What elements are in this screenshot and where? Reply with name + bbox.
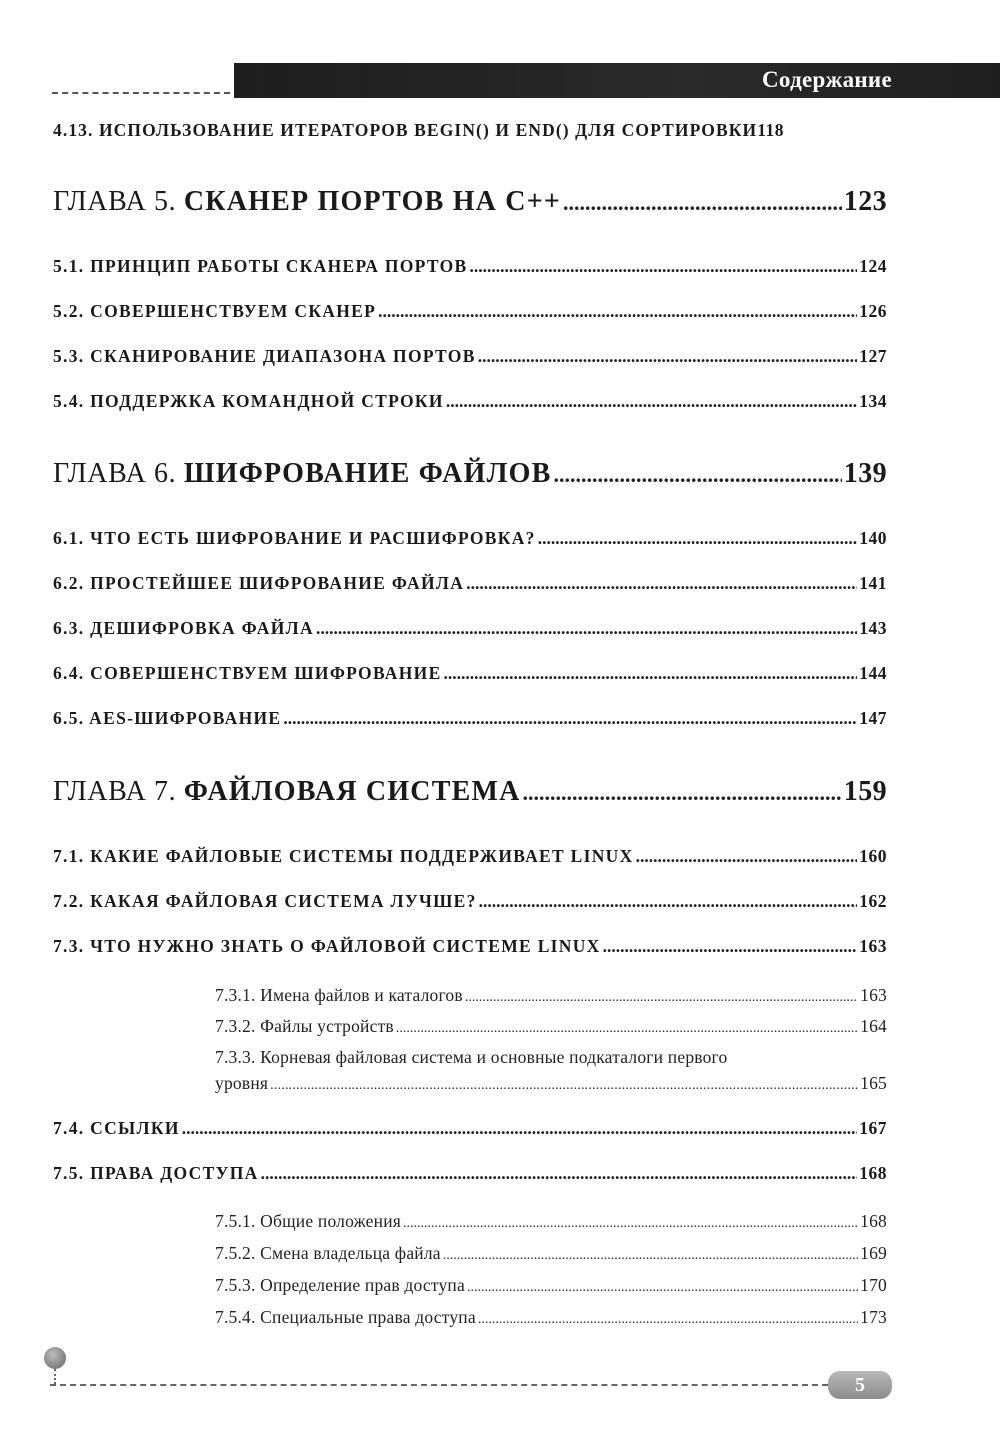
toc-entry-page: 170: [860, 1275, 887, 1295]
toc-subentry-7-5-1[interactable]: [215, 1211, 887, 1232]
toc-chapter-page: 123: [843, 186, 887, 217]
toc-subentry-7-5-2[interactable]: [215, 1243, 887, 1264]
dot-leader: [283, 708, 857, 729]
footer-ornament-line: [54, 1369, 56, 1384]
toc-entry-page: 140: [859, 528, 887, 548]
header-title: Содержание: [762, 67, 892, 92]
dot-leader: [316, 618, 857, 639]
dot-leader: [465, 990, 858, 1006]
header-divider: [52, 92, 230, 94]
toc-entry-label: 7.3. ЧТО НУЖНО ЗНАТЬ О ФАЙЛОВОЙ СИСТЕМЕ LINUX: [53, 936, 601, 956]
dot-leader: [443, 1248, 858, 1264]
toc-subentry-7-3-1[interactable]: [215, 985, 887, 1006]
toc-entry-7-2[interactable]: [53, 891, 887, 912]
dot-leader: [270, 1078, 858, 1094]
chapter-title: ФАЙЛОВАЯ СИСТЕМА: [183, 776, 521, 807]
dot-leader: [261, 1163, 858, 1184]
toc-entry-label: 7.5.2. Смена владельца файла: [215, 1243, 441, 1263]
toc-subentry-7-5-3[interactable]: [215, 1275, 887, 1296]
chapter-prefix: ГЛАВА 6.: [53, 458, 184, 489]
toc-entry-page: 167: [859, 1118, 887, 1138]
toc-entry-7-5[interactable]: [53, 1163, 887, 1184]
toc-entry-4-13[interactable]: [53, 120, 887, 141]
toc-entry-page: 164: [860, 1016, 887, 1036]
toc-chapter-6[interactable]: [53, 458, 887, 490]
dot-leader: [467, 1280, 858, 1296]
toc-entry-page: 141: [859, 573, 887, 593]
toc-entry-7-1[interactable]: [53, 846, 887, 867]
toc-entry-label: 7.3.1. Имена файлов и каталогов: [215, 985, 463, 1005]
toc-entry-page: 143: [859, 618, 887, 638]
toc-entry-6-4[interactable]: [53, 663, 887, 684]
dot-leader: [182, 1118, 858, 1139]
dot-leader: [396, 1021, 858, 1037]
page-number-badge: 5: [828, 1371, 892, 1399]
dot-leader: [479, 891, 858, 912]
toc-entry-page: 127: [859, 346, 887, 366]
toc-entry-label: 7.3.2. Файлы устройств: [215, 1016, 394, 1036]
toc-chapter-page: 159: [843, 776, 887, 807]
dot-leader: [554, 462, 842, 488]
chapter-title: СКАНЕР ПОРТОВ НА С++: [183, 186, 562, 217]
toc-entry-page: 147: [859, 708, 887, 728]
toc-entry-page: 173: [860, 1307, 887, 1327]
toc-entry-5-4[interactable]: [53, 391, 887, 412]
toc-entry-label: 5.3. СКАНИРОВАНИЕ ДИАПАЗОНА ПОРТОВ: [53, 346, 476, 366]
toc-entry-6-3[interactable]: [53, 618, 887, 639]
toc-entry-label-line1: 7.3.3. Корневая файловая система и основные подкаталоги первого: [215, 1047, 728, 1067]
toc-entry-page: 134: [859, 391, 887, 411]
toc-entry-label: 6.4. СОВЕРШЕНСТВУЕМ ШИФРОВАНИЕ: [53, 663, 442, 683]
toc-entry-label: 5.2. СОВЕРШЕНСТВУЕМ СКАНЕР: [53, 301, 377, 321]
dot-leader: [603, 936, 858, 957]
toc-entry-page: 163: [860, 985, 887, 1005]
toc-entry-label: 6.2. ПРОСТЕЙШЕЕ ШИФРОВАНИЕ ФАЙЛА: [53, 573, 465, 593]
toc-entry-page: 160: [859, 846, 887, 866]
toc-subentry-7-5-4[interactable]: [215, 1307, 887, 1328]
toc-entry-5-2[interactable]: [53, 301, 887, 322]
footer-circle-ornament: [44, 1347, 66, 1369]
toc-entry-6-2[interactable]: [53, 573, 887, 594]
toc-subentry-7-3-3[interactable]: [215, 1047, 887, 1094]
dot-leader: [523, 780, 842, 806]
dot-leader: [446, 391, 857, 412]
dot-leader: [378, 301, 857, 322]
toc-entry-label: 7.5.3. Определение прав доступа: [215, 1275, 465, 1295]
toc-entry-label: 7.4. ССЫЛКИ: [53, 1118, 180, 1138]
toc-entry-label: 7.5. ПРАВА ДОСТУПА: [53, 1163, 259, 1183]
toc-subentry-7-3-2[interactable]: [215, 1016, 887, 1037]
chapter-prefix: ГЛАВА 5.: [53, 186, 184, 217]
toc-entry-page: 126: [859, 301, 887, 321]
toc-entry-6-5[interactable]: [53, 708, 887, 729]
toc-entry-page: 163: [859, 936, 887, 956]
toc-entry-label: 5.1. ПРИНЦИП РАБОТЫ СКАНЕРА ПОРТОВ: [53, 256, 468, 276]
toc-entry-page: 168: [859, 1163, 887, 1183]
toc-entry-page: 118: [757, 120, 785, 140]
dot-leader: [478, 1312, 858, 1328]
toc-entry-label: 6.3. ДЕШИФРОВКА ФАЙЛА: [53, 618, 314, 638]
dot-leader: [444, 663, 858, 684]
toc-entry-label: 6.5. AES-ШИФРОВАНИЕ: [53, 708, 282, 728]
toc-chapter-label: [53, 776, 521, 808]
toc-entry-label: 5.4. ПОДДЕРЖКА КОМАНДНОЙ СТРОКИ: [53, 391, 444, 411]
toc-entry-label: 7.5.1. Общие положения: [215, 1211, 402, 1231]
toc-entry-page: 169: [860, 1243, 887, 1263]
toc-entry-page: 162: [859, 891, 887, 911]
toc-entry-label: 4.13. ИСПОЛЬЗОВАНИЕ ИТЕРАТОРОВ BEGIN() И END() ДЛЯ СОРТИРОВКИ: [53, 120, 758, 140]
toc-entry-page: 124: [859, 256, 887, 276]
chapter-prefix: ГЛАВА 7.: [53, 776, 184, 807]
toc-entry-page: 168: [860, 1211, 887, 1231]
toc-chapter-label: [53, 458, 552, 490]
dot-leader: [538, 528, 858, 549]
toc-entry-page: 165: [860, 1073, 887, 1093]
footer-divider: [50, 1384, 828, 1386]
toc-entry-label: 7.1. КАКИЕ ФАЙЛОВЫЕ СИСТЕМЫ ПОДДЕРЖИВАЕТ LINUX: [53, 846, 634, 866]
toc-entry-5-3[interactable]: [53, 346, 887, 367]
toc-chapter-7[interactable]: [53, 776, 887, 808]
dot-leader: [470, 256, 858, 277]
toc-chapter-label: [53, 186, 561, 218]
chapter-title: ШИФРОВАНИЕ ФАЙЛОВ: [183, 458, 552, 489]
dot-leader: [466, 573, 857, 594]
toc-entry-label: 7.2. КАКАЯ ФАЙЛОВАЯ СИСТЕМА ЛУЧШЕ?: [53, 891, 477, 911]
toc-entry-7-3[interactable]: [53, 936, 887, 957]
dot-leader: [636, 846, 858, 867]
toc-entry-label-line2: уровня: [215, 1073, 269, 1093]
toc-chapter-5[interactable]: [53, 186, 887, 218]
toc-entry-7-4[interactable]: [53, 1118, 887, 1139]
toc-chapter-page: 139: [843, 458, 887, 489]
toc-entry-5-1[interactable]: [53, 256, 887, 277]
dot-leader: [478, 346, 858, 367]
dot-leader: [403, 1216, 858, 1232]
dot-leader: [563, 190, 842, 216]
toc-entry-page: 144: [859, 663, 887, 683]
toc-entry-label: 7.5.4. Специальные права доступа: [215, 1307, 476, 1327]
header-bar: [234, 63, 1000, 98]
toc-entry-label: 6.1. ЧТО ЕСТЬ ШИФРОВАНИЕ И РАСШИФРОВКА?: [53, 528, 536, 548]
toc-entry-6-1[interactable]: [53, 528, 887, 549]
